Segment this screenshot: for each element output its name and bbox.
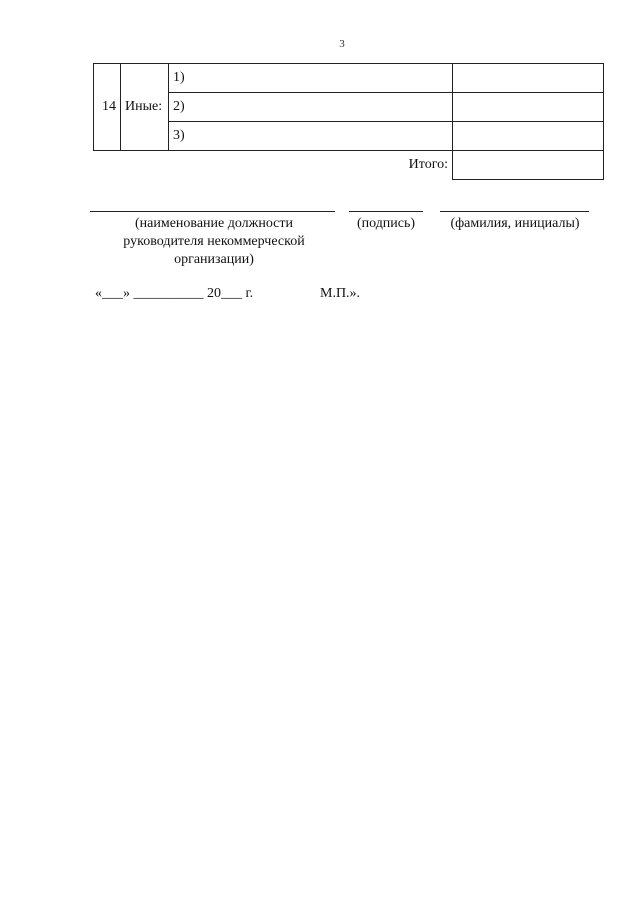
item-label-1: 1) [169, 64, 453, 93]
row-number-cell: 14 [94, 64, 121, 151]
total-row [94, 151, 604, 180]
table-row [94, 122, 604, 151]
item-value-2[interactable] [453, 93, 604, 122]
total-label: Итого: [408, 157, 448, 173]
signature-line[interactable] [349, 211, 423, 212]
form-table [93, 63, 604, 180]
table-row [94, 93, 604, 122]
name-signature-line[interactable] [440, 211, 589, 212]
item-label-3: 3) [169, 122, 453, 151]
row-label-cell: Иные: [121, 64, 169, 151]
name-caption: (фамилия, инициалы) [450, 216, 580, 231]
item-value-1[interactable] [453, 64, 604, 93]
total-value[interactable] [453, 151, 604, 180]
table-row [94, 64, 604, 93]
date-line: «___» __________ 20___ г. [95, 286, 254, 301]
item-value-3[interactable] [453, 122, 604, 151]
item-label-2: 2) [169, 93, 453, 122]
page-number: 3 [339, 38, 345, 50]
position-caption: (наименование должности руководителя некоммерческой организации) [123, 216, 305, 267]
signature-caption: (подпись) [356, 216, 416, 231]
position-signature-line[interactable] [90, 211, 335, 212]
stamp-placeholder: М.П.». [320, 286, 361, 301]
